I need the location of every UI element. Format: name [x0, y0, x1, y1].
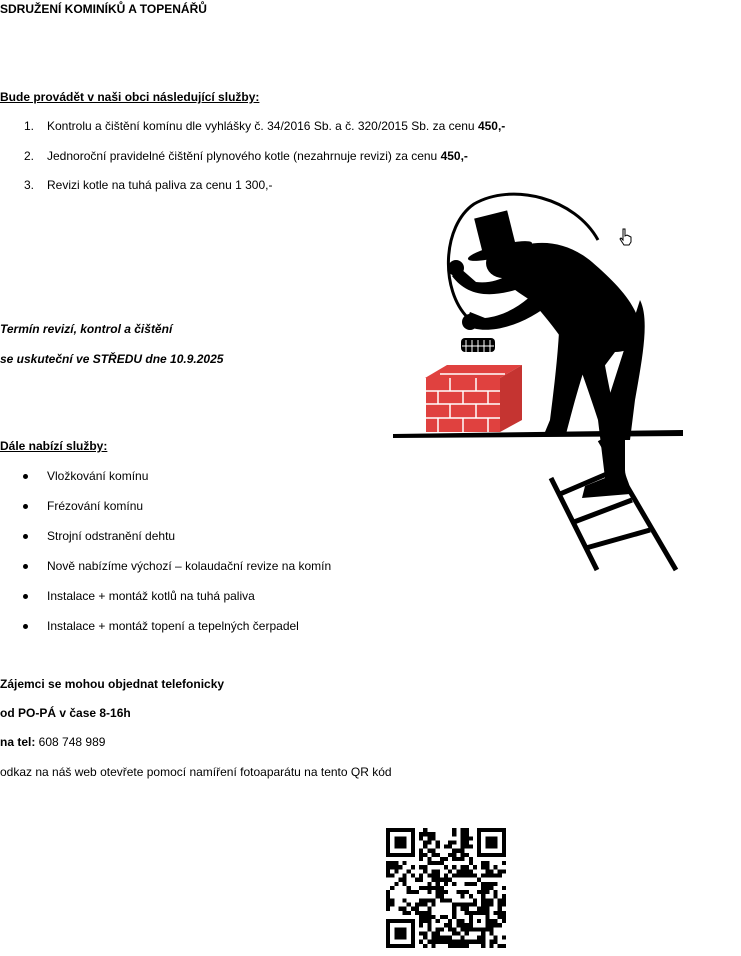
bullet-icon — [23, 594, 28, 599]
phone-number: 608 748 989 — [35, 735, 106, 749]
list-item: Instalace + montáž kotlů na tuhá paliva — [47, 589, 255, 603]
phone-line — [0, 735, 105, 750]
term-line-1: Termín revizí, kontrol a čištění — [0, 322, 173, 336]
brick-chimney-icon — [425, 365, 522, 432]
list-item: Frézování komínu — [47, 499, 144, 513]
service-price: 450,- — [440, 149, 468, 163]
contact-line-2: od PO-PÁ v čase 8-16h — [0, 706, 131, 720]
list-item: Strojní odstranění dehtu — [47, 529, 176, 543]
list-item: Instalace + montáž topení a tepelných čerpadel — [47, 619, 299, 633]
bullet-icon — [23, 564, 28, 569]
term-line-2: se uskuteční ve STŘEDU dne 10.9.2025 — [0, 352, 224, 366]
contact-line-1: Zájemci se mohou objednat telefonicky — [0, 677, 225, 691]
list-number: 1. — [24, 119, 35, 133]
list-number: 2. — [24, 149, 35, 163]
chimney-sweep-illustration — [390, 190, 690, 580]
qr-code-icon[interactable] — [386, 828, 506, 948]
page-title: SDRUŽENÍ KOMINÍKŮ A TOPENÁŘŮ — [0, 2, 207, 16]
bullet-icon — [23, 504, 28, 509]
service-text: Revizi kotle na tuhá paliva za cenu 1 300,- — [47, 178, 273, 192]
hand-pointer-icon — [618, 228, 634, 246]
phone-label: na tel: — [0, 735, 36, 749]
bullet-icon — [23, 474, 28, 479]
chimney-sweep-figure — [448, 210, 645, 498]
extra-services-heading: Dále nabízí služby: — [0, 439, 108, 453]
services-heading: Bude provádět v naši obci následující služby: — [0, 90, 260, 104]
list-item: Nově nabízíme výchozí – kolaudační revize na komín — [47, 559, 332, 573]
service-text: Kontrolu a čištění komínu dle vyhlášky č. 34/2016 Sb. a č. 320/2015 Sb. za cenu 450,- — [47, 119, 506, 133]
service-text: Jednoroční pravidelné čištění plynového kotle (nezahrnuje revizi) za cenu 450,- — [47, 149, 468, 163]
bullet-icon — [23, 534, 28, 539]
service-price: 450,- — [477, 119, 506, 133]
qr-note: odkaz na náš web otevřete pomocí namíření fotoaparátu na tento QR kód — [0, 765, 392, 779]
bullet-icon — [23, 624, 28, 629]
list-number: 3. — [24, 178, 35, 192]
list-item: Vložkování komínu — [47, 469, 149, 483]
